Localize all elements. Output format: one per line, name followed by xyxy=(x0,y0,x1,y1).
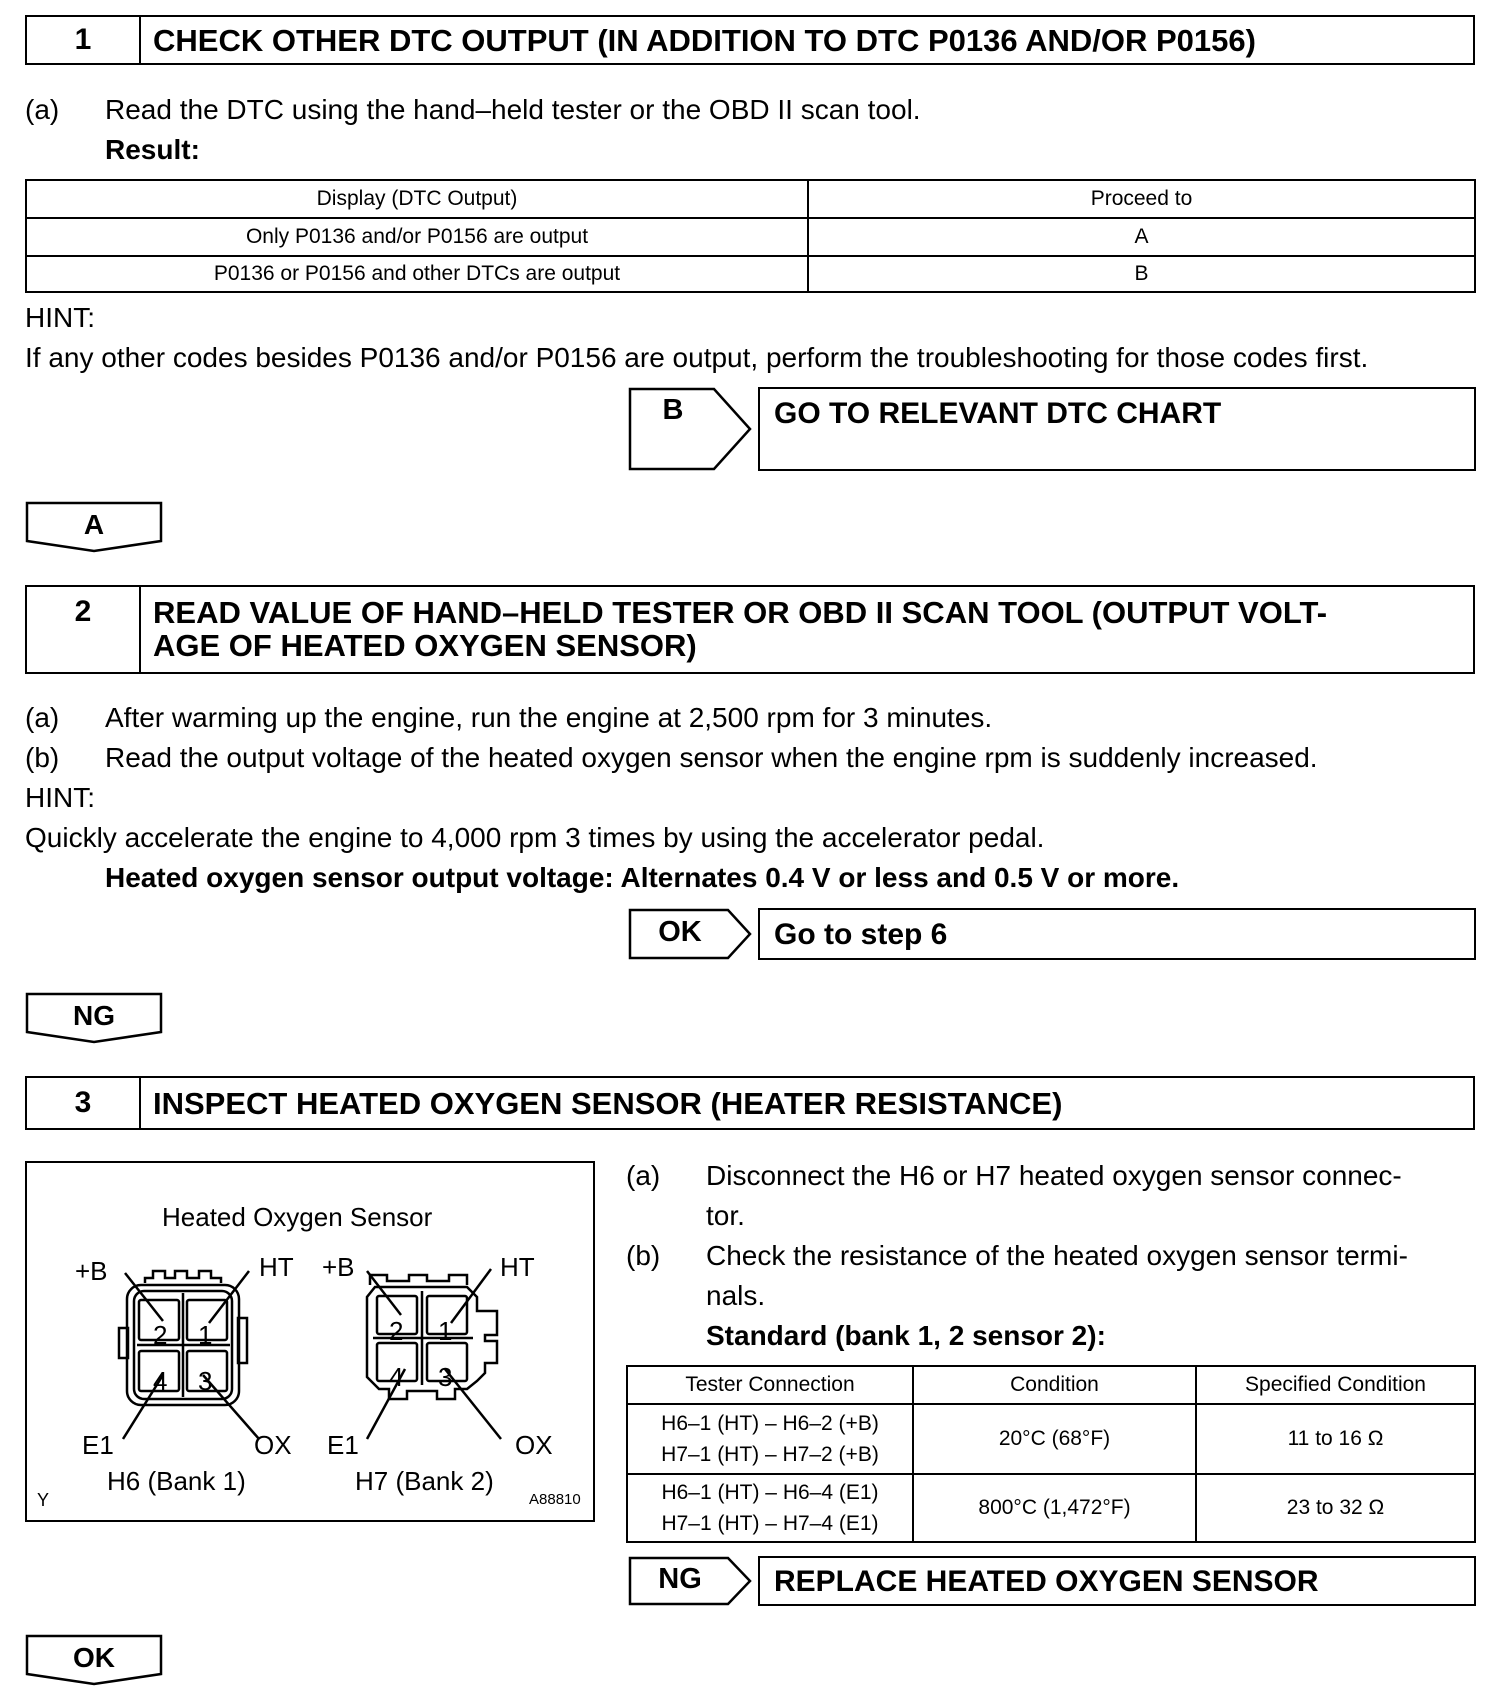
step-3-title: INSPECT HEATED OXYGEN SENSOR (HEATER RESISTANCE) xyxy=(153,1086,1063,1121)
h6-e1-label: E1 xyxy=(82,1430,114,1460)
step-3-b-line-1: Check the resistance of the heated oxygen sensor termi- xyxy=(706,1240,1408,1271)
table-cell: 20°C (68°F) xyxy=(913,1404,1196,1474)
h6-plus-b-label: +B xyxy=(75,1256,108,1286)
step-2-spec: Heated oxygen sensor output voltage: Alternates 0.4 V or less and 0.5 V or more. xyxy=(105,862,1180,893)
connector-figure xyxy=(25,1161,595,1522)
continue-tag-ok xyxy=(25,1634,163,1686)
step-1-header xyxy=(25,15,1475,65)
step-3-header xyxy=(25,1076,1475,1130)
dtc-result-table xyxy=(25,179,1476,293)
h7-connector xyxy=(367,1269,501,1439)
table-header-cell: Display (DTC Output) xyxy=(26,180,808,218)
branch-ng-action: REPLACE HEATED OXYGEN SENSOR xyxy=(758,1556,1476,1606)
step-2-title-line-1: READ VALUE OF HAND–HELD TESTER OR OBD II SCAN TOOL (OUTPUT VOLT- xyxy=(153,595,1328,630)
h7-pin-2: 2 xyxy=(389,1316,404,1346)
table-cell: A xyxy=(808,218,1475,256)
table-header-cell: Proceed to xyxy=(808,180,1475,218)
branch-arrow-ok-label: OK xyxy=(658,916,702,948)
step-1-number: 1 xyxy=(27,17,141,63)
branch-arrow-b xyxy=(628,387,754,471)
table-row xyxy=(26,256,1475,292)
h6-connector-name: H6 (Bank 1) xyxy=(107,1466,246,1496)
step-3-a-line-1: Disconnect the H6 or H7 heated oxygen sensor connec- xyxy=(706,1160,1402,1191)
figure-code: A88810 xyxy=(529,1491,581,1508)
step-1-result-label: Result: xyxy=(105,134,200,165)
tester-connection-line: H6–1 (HT) – H6–2 (+B) xyxy=(661,1412,879,1435)
step-2-b-text: Read the output voltage of the heated oxygen sensor when the engine rpm is suddenly increased. xyxy=(105,742,1318,773)
tester-connection-line: H6–1 (HT) – H6–4 (E1) xyxy=(661,1481,879,1504)
h7-pin-1: 1 xyxy=(438,1316,453,1346)
step-3-b-marker: (b) xyxy=(626,1240,661,1271)
continue-tag-ng xyxy=(25,992,163,1044)
continue-tag-ng-label: NG xyxy=(73,1000,115,1031)
table-header-row xyxy=(627,1366,1475,1404)
step-2-number: 2 xyxy=(27,587,141,672)
table-header-cell: Condition xyxy=(913,1366,1196,1404)
step-3-a-marker: (a) xyxy=(626,1160,661,1191)
branch-arrow-b-label: B xyxy=(662,394,684,426)
h7-pin-3: 3 xyxy=(438,1362,453,1392)
h6-connector xyxy=(119,1271,259,1439)
tester-connection-line: H7–1 (HT) – H7–4 (E1) xyxy=(661,1512,879,1535)
table-cell: 11 to 16 Ω xyxy=(1196,1404,1475,1474)
h7-ox-label: OX xyxy=(515,1430,553,1460)
step-2-hint-text: Quickly accelerate the engine to 4,000 rpm 3 times by using the accelerator pedal. xyxy=(25,822,1045,853)
continue-tag-ok-label: OK xyxy=(73,1642,115,1673)
branch-arrow-ng-label: NG xyxy=(658,1563,702,1595)
h6-ht-label: HT xyxy=(259,1252,294,1282)
h6-pin-2: 2 xyxy=(153,1320,168,1350)
branch-arrow-ng xyxy=(628,1556,754,1606)
table-cell: 800°C (1,472°F) xyxy=(913,1474,1196,1542)
table-cell: B xyxy=(808,256,1475,292)
table-cell xyxy=(627,1404,913,1474)
step-2-header xyxy=(25,585,1475,674)
step-1-a-text: Read the DTC using the hand–held tester or the OBD II scan tool. xyxy=(105,94,921,125)
figure-title: Heated Oxygen Sensor xyxy=(162,1202,433,1232)
step-2-b-marker: (b) xyxy=(25,742,60,773)
h6-pin-4: 4 xyxy=(153,1366,168,1396)
table-header-row xyxy=(26,180,1475,218)
step-1-title: CHECK OTHER DTC OUTPUT (IN ADDITION TO DTC P0136 AND/OR P0156) xyxy=(153,23,1256,58)
branch-b-action: GO TO RELEVANT DTC CHART xyxy=(758,387,1476,471)
table-header-cell: Specified Condition xyxy=(1196,1366,1475,1404)
figure-corner-letter: Y xyxy=(37,1490,50,1510)
step-2-a-text: After warming up the engine, run the engine at 2,500 rpm for 3 minutes. xyxy=(105,702,993,733)
step-1-a-marker: (a) xyxy=(25,94,60,125)
continue-tag-a xyxy=(25,501,163,553)
table-row xyxy=(627,1474,1475,1542)
step-2-title xyxy=(153,596,1461,662)
h6-ox-label: OX xyxy=(254,1430,292,1460)
tester-connection-line: H7–1 (HT) – H7–2 (+B) xyxy=(661,1443,879,1466)
step-2-title-line-2: AGE OF HEATED OXYGEN SENSOR) xyxy=(153,628,697,663)
h6-pin-1: 1 xyxy=(198,1320,213,1350)
step-1-hint-label: HINT: xyxy=(25,302,95,333)
resistance-spec-table xyxy=(626,1365,1476,1543)
table-header-cell: Tester Connection xyxy=(627,1366,913,1404)
h7-connector-name: H7 (Bank 2) xyxy=(355,1466,494,1496)
table-cell: 23 to 32 Ω xyxy=(1196,1474,1475,1542)
branch-arrow-ok xyxy=(628,908,754,960)
h7-pin-4: 4 xyxy=(389,1362,404,1392)
branch-ok-action: Go to step 6 xyxy=(758,908,1476,960)
step-3-a-line-2: tor. xyxy=(706,1200,745,1231)
table-cell xyxy=(627,1474,913,1542)
table-cell: P0136 or P0156 and other DTCs are output xyxy=(26,256,808,292)
step-1-hint-text: If any other codes besides P0136 and/or P0156 are output, perform the troubleshooting for those codes first. xyxy=(25,342,1369,373)
table-cell: Only P0136 and/or P0156 are output xyxy=(26,218,808,256)
step-3-standard-label: Standard (bank 1, 2 sensor 2): xyxy=(706,1320,1106,1351)
step-2-a-marker: (a) xyxy=(25,702,60,733)
h7-ht-label: HT xyxy=(500,1252,535,1282)
step-3-number: 3 xyxy=(27,1078,141,1128)
table-row xyxy=(26,218,1475,256)
h6-pin-3: 3 xyxy=(198,1366,213,1396)
step-3-b-line-2: nals. xyxy=(706,1280,766,1311)
continue-tag-a-label: A xyxy=(83,509,105,540)
step-2-hint-label: HINT: xyxy=(25,782,95,813)
table-row xyxy=(627,1404,1475,1474)
h7-e1-label: E1 xyxy=(327,1430,359,1460)
h7-plus-b-label: +B xyxy=(322,1252,355,1282)
